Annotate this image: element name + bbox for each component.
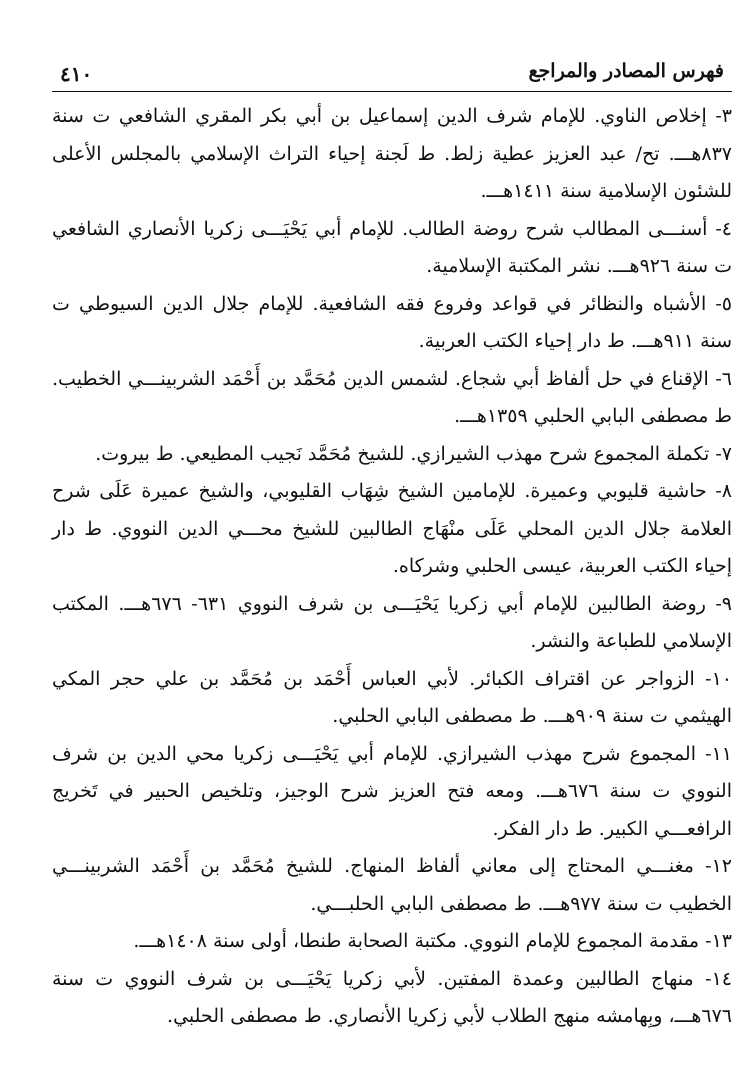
page-number: ٤١٠ bbox=[60, 62, 93, 86]
bibliography-entry: ١١- المجموع شرح مهذب الشيرازي. للإمام أبي يَحْيَـــى زكريا محي الدين بن شرف النووي ت سنة ٦٧٦هـــ. ومعه فتح العزيز شرح الوجيز، وتلخيص الحبير في تَخريج الرافعـــي الكبير. ط دار الفكر. bbox=[52, 742, 732, 840]
header-rule bbox=[52, 91, 732, 92]
bibliography-entry: ١٣- مقدمة المجموع للإمام النووي. مكتبة الصحابة طنطا، أولى سنة ١٤٠٨هـــ. bbox=[133, 930, 732, 952]
bibliography-entry: ١٢- مغنـــي المحتاج إلى معاني ألفاظ المنهاج. للشيخ مُحَمَّد بن أَحْمَد الشربينـــي الخطيب ت سنة ٩٧٧هـــ. ط مصطفى البابي الحلبـــي. bbox=[52, 855, 732, 915]
page-header bbox=[52, 60, 732, 90]
running-title: فهرس المصادر والمراجع bbox=[528, 60, 724, 82]
bibliography-list bbox=[52, 98, 732, 1036]
bibliography-entry: ٧- تكملة المجموع شرح مهذب الشيرازي. للشيخ مُحَمَّد نَجيب المطيعي. ط بيروت. bbox=[95, 442, 732, 465]
bibliography-entry: ١٠- الزواجر عن اقتراف الكبائر. لأبي العباس أَحْمَد بن مُحَمَّد بن علي حجر المكي الهيثمي ت سنة ٩٠٩هـــ. ط مصطفى البابي الحلبي. bbox=[52, 667, 732, 727]
bibliography-entry: ٨- حاشية قليوبي وعميرة. للإمامين الشيخ شِهَاب القليوبي، والشيخ عميرة عَلَى شرح العلامة جلال الدين المحلي عَلَى منْهَاج الطالبين للشيخ محـــي الدين النووي. ط دار إحياء الكتب العربية، عيسى الحلبي وشركاه. bbox=[52, 480, 732, 577]
bibliography-entry: ٦- الإقناع في حل ألفاظ أبي شجاع. لشمس الدين مُحَمَّد بن أَحْمَد الشربينـــي الخطيب. ط مصطفى البابي الحلبي ١٣٥٩هـــ. bbox=[52, 367, 732, 427]
bibliography-entry: ٩- روضة الطالبين للإمام أبي زكريا يَحْيَـــى بن شرف النووي ٦٣١- ٦٧٦هـــ. المكتب الإسلامي للطباعة والنشر. bbox=[52, 592, 733, 652]
bibliography-entry: ٥- الأشباه والنظائر في قواعد وفروع فقه الشافعية. للإمام جلال الدين السيوطي ت سنة ٩١١هـــ. ط دار إحياء الكتب العربية. bbox=[52, 292, 732, 352]
bibliography-entry: ٤- أسنـــى المطالب شرح روضة الطالب. للإمام أبي يَحْيَـــى زكريا الأنصاري الشافعي ت سنة ٩٢٦هـــ. نشر المكتبة الإسلامية. bbox=[52, 217, 732, 277]
bibliography-entry: ١٤- منهاج الطالبين وعمدة المفتين. لأبي زكريا يَحْيَـــى بن شرف النووي ت سنة ٦٧٦هـــ، وبِهامشه منهج الطلاب لأبي زكريا الأنصاري. ط مصطفى الحلبي. bbox=[52, 967, 732, 1027]
bibliography-entry: ٣- إخلاص الناوي. للإمام شرف الدين إسماعيل بن أبي بكر المقري الشافعي ت سنة ٨٣٧هـــ. تح/ عبد العزيز عطية زلط. ط لَجنة إحياء التراث الإسلامي بالمجلس الأعلى للشئون الإسلامية سنة ١٤١١هـــ. bbox=[52, 105, 732, 202]
